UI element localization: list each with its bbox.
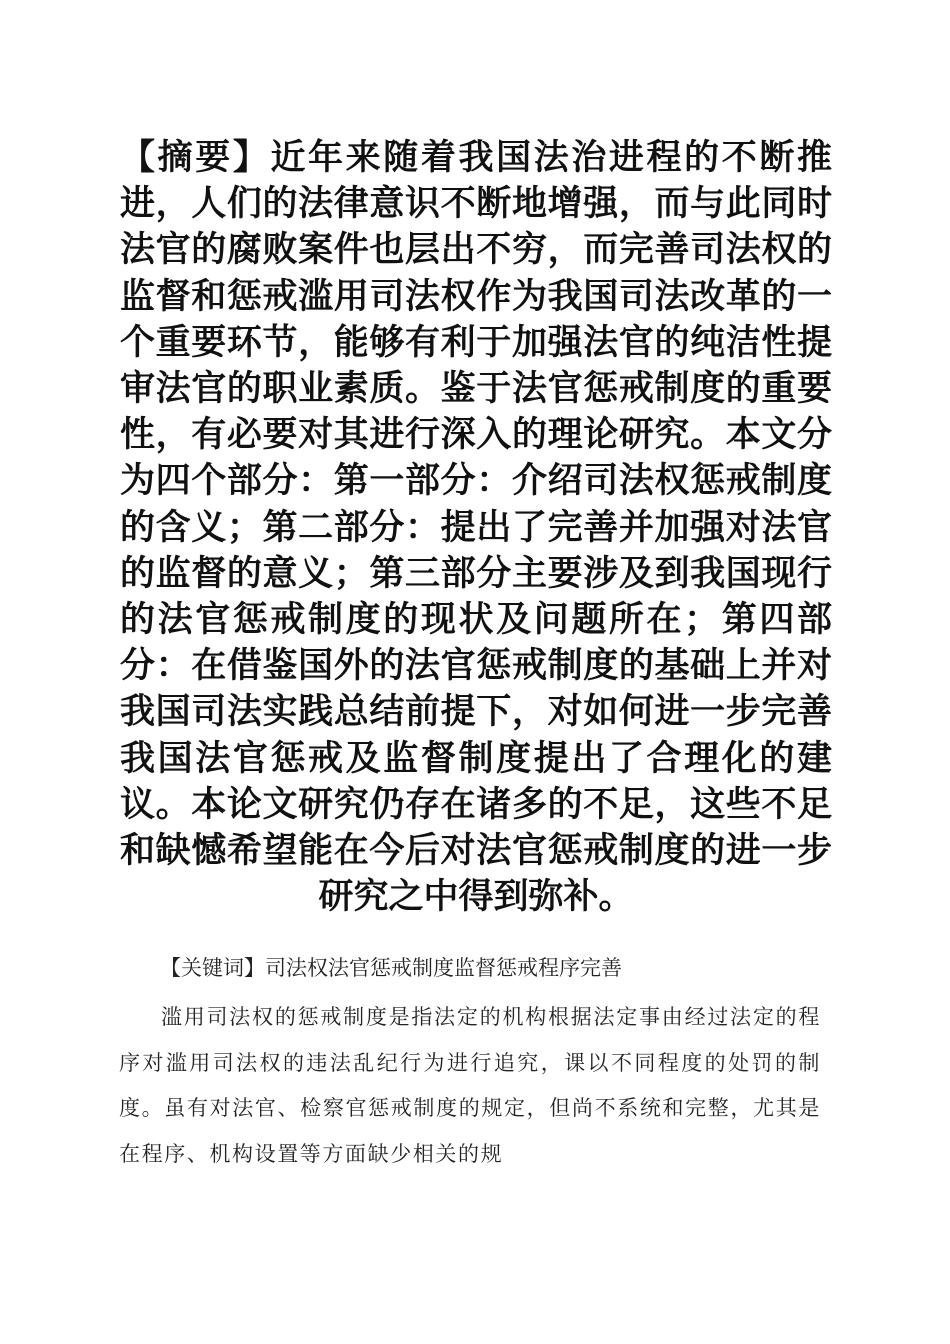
keywords-line: 【关键词】司法权法官惩戒制度监督惩戒程序完善	[160, 956, 622, 980]
body-paragraph: 滥用司法权的惩戒制度是指法定的机构根据法定事由经过法定的程序对滥用司法权的违法乱纪行为进行追究，课以不同程度的处罚的制度。虽有对法官、检察官惩戒制度的规定，但尚不系统和完整，尤其是在程序、机构设置等方面缺少相关的规	[119, 1005, 821, 1166]
abstract-paragraph: 【摘要】近年来随着我国法治进程的不断推进，人们的法律意识不断地增强，而与此同时法官的腐败案件也层出不穷，而完善司法权的监督和惩戒滥用司法权作为我国司法改革的一个重要环节，能够有利于加强法官的纯洁性提审法官的职业素质。鉴于法官惩戒制度的重要性，有必要对其进行深入的理论研究。本文分为四个部分：第一部分：介绍司法权惩戒制度的含义；第二部分：提出了完善并加强对法官的监督的意义；第三部分主要涉及到我国现行的法官惩戒制度的现状及问题所在；第四部分：在借鉴国外的法官惩戒制度的基础上并对我国司法实践总结前提下，对如何进一步完善我国法官惩戒及监督制度提出了合理化的建议。本论文研究仍存在诸多的不足，这些不足和缺憾希望能在今后对法官惩戒制度的进一步研究之中得到弥补。	[120, 137, 832, 918]
